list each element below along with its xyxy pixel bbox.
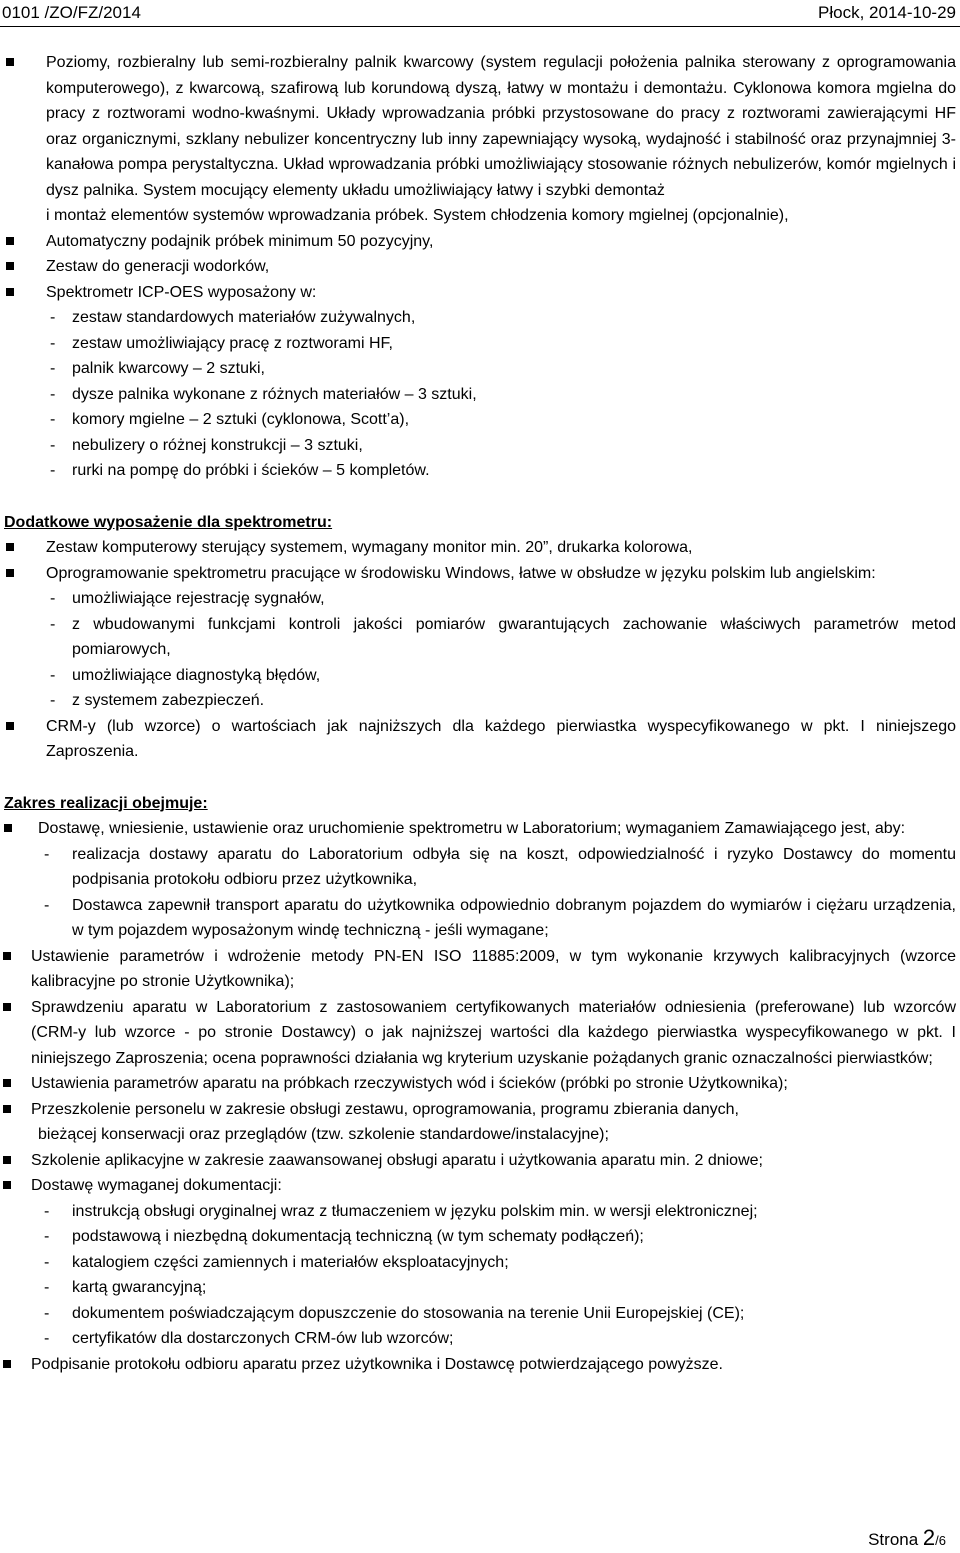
- dash-marker: -: [50, 309, 56, 326]
- sub-item: [0, 331, 956, 357]
- computer-text: Zestaw komputerowy sterujący systemem, wymagany monitor min. 20”, drukarka kolorowa,: [46, 539, 693, 556]
- real-samples-text: Ustawienia parametrów aparatu na próbkach rzeczywistych wód i ścieków (próbki po stronie Użytkownika);: [31, 1075, 788, 1092]
- dash-marker: -: [44, 1279, 50, 1296]
- list-item-computer: [0, 535, 956, 561]
- square-bullet-icon: [3, 1003, 11, 1011]
- sub-item: [0, 612, 956, 663]
- dash-marker: -: [50, 411, 56, 428]
- dash-marker: -: [44, 1330, 50, 1347]
- square-bullet-icon: [3, 1181, 11, 1189]
- sub-item-text: dokumentem poświadczającym dopuszczenie do stosowania na terenie Unii Europejskiej (CE);: [72, 1304, 745, 1322]
- sub-item: [0, 688, 956, 714]
- dash-marker: -: [44, 1304, 50, 1322]
- crm-text: CRM-y (lub wzorce) o wartościach jak najniższych dla każdego pierwiastka wyspecyfikowanego w pkt. I niniejszego Zaproszenia.: [46, 717, 956, 760]
- spectrometer-text: Spektrometr ICP-OES wyposażony w:: [46, 283, 317, 301]
- list-item-delivery: [0, 816, 956, 842]
- list-item-training: [0, 1097, 956, 1148]
- list-item-hydride: [0, 254, 956, 280]
- header-rule: [0, 26, 960, 27]
- sub-item: [0, 407, 956, 433]
- dash-marker: -: [50, 615, 56, 633]
- sub-item-text: umożliwiające rejestrację sygnałów,: [72, 590, 325, 607]
- delivery-text: Dostawę, wniesienie, ustawienie oraz uruchomienie spektrometru w Laboratorium; wymaganiem Zamawiającego jest, aby:: [38, 820, 906, 837]
- document-reference: 0101 /ZO/FZ/2014: [2, 3, 141, 22]
- list-item-torch: [0, 50, 956, 229]
- dash-marker: -: [50, 436, 56, 454]
- sub-item-text: nebulizery o różnej konstrukcji – 3 sztuki,: [72, 436, 363, 454]
- torch-description: Poziomy, rozbieralny lub semi-rozbieralny palnik kwarcowy (system regulacji położenia palnika sterowany z oprogramowania komputerowego), z kwarcową, szafirową lub korundową dyszą, łatwy w montażu i demontażu. Cyklonowa komora mgielna do pracy z roztworami wodno-kwaśnymi. Układy wprowadzania próbki przystosowane do pracy z roztworami zawierającymi HF oraz organicznymi, szklany nebulizer koncentryczny lub inny zapewniający wysoką, wydajność i stabilność oraz przynajmniej 3-kanałowa pompa perystaltyczna. Układ wprowadzania próbki umożliwiający stosowanie różnych nebulizerów, komór mgielnych i dysz palnika. System mocujący elementy układu umożliwiający łatwy i szybki demontaż: [46, 54, 956, 199]
- sub-item: [0, 458, 956, 484]
- list-item-autosampler: [0, 229, 956, 255]
- docs-text: Dostawę wymaganej dokumentacji:: [31, 1177, 282, 1194]
- page-number: 2: [922, 1525, 936, 1550]
- sub-item: [0, 842, 956, 893]
- verify-text: Sprawdzeniu aparatu w Laboratorium z zastosowaniem certyfikowanych materiałów odniesienia (preferowane) lub wzorców (CRM-y lub wzorce - po stronie Dostawcy) o jak najniższej wartości dla każdego pierwiastka wyspecyfikowanego w pkt. I niniejszego Zaproszenia; ocena poprawności działania wg kryterium uzyskanie pożądanych granic oznaczalności pierwiastków;: [31, 998, 956, 1067]
- sub-item: [0, 1199, 956, 1225]
- sub-item: [0, 1326, 956, 1352]
- sub-item: [0, 893, 956, 944]
- autosampler-text: Automatyczny podajnik próbek minimum 50 pozycyjny,: [46, 232, 434, 250]
- method-text: Ustawienie parametrów i wdrożenie metody PN-EN ISO 11885:2009, w tym wykonanie krzywych kalibracyjnych (wzorce kalibracyjne po stronie Użytkownika);: [31, 947, 956, 990]
- dash-marker: -: [50, 666, 56, 684]
- sub-item-text: z systemem zabezpieczeń.: [72, 692, 265, 709]
- hydride-text: Zestaw do generacji wodorków,: [46, 258, 270, 275]
- sub-item-text: rurki na pompę do próbki i ścieków – 5 kompletów.: [72, 462, 430, 479]
- page-header: [0, 0, 960, 25]
- sub-item: [0, 1224, 956, 1250]
- section-heading-additional-equipment: Dodatkowe wyposażenie dla spektrometru:: [4, 513, 333, 531]
- sub-item: [0, 1301, 956, 1327]
- sub-item-text: katalogiem części zamiennych i materiałów eksploatacyjnych;: [72, 1253, 509, 1271]
- list-item-verify: [0, 995, 956, 1072]
- square-bullet-icon: [6, 237, 14, 245]
- place-date: Płock, 2014-10-29: [818, 3, 956, 22]
- torch-description-tail: i montaż elementów systemów wprowadzania próbek. System chłodzenia komory mgielnej (opcjonalnie),: [46, 207, 789, 224]
- sub-item: [0, 433, 956, 459]
- page-label: Strona: [868, 1530, 923, 1549]
- sub-item-text: podstawową i niezbędną dokumentacją techniczną (w tym schematy podłączeń);: [72, 1228, 644, 1245]
- square-bullet-icon: [3, 1156, 11, 1164]
- sub-item: [0, 1250, 956, 1276]
- dash-marker: -: [50, 360, 56, 377]
- list-item-method: [0, 944, 956, 995]
- sub-item: [0, 586, 956, 612]
- document-body: [0, 50, 956, 1377]
- square-bullet-icon: [3, 1360, 11, 1368]
- software-text: Oprogramowanie spektrometru pracujące w środowisku Windows, łatwe w obsłudze w języku polskim lub angielskim:: [46, 564, 876, 582]
- sub-item-text: zestaw standardowych materiałów zużywalnych,: [72, 309, 416, 326]
- dash-marker: -: [50, 590, 56, 607]
- square-bullet-icon: [6, 288, 14, 296]
- sub-item: [0, 382, 956, 408]
- list-item-docs: [0, 1173, 956, 1199]
- square-bullet-icon: [3, 1105, 11, 1113]
- sub-item-text: realizacja dostawy aparatu do Laboratorium odbyła się na koszt, odpowiedzialność i ryzyko Dostawcy do momentu podpisania protokołu odbioru przez użytkownika,: [72, 845, 956, 888]
- app-training-text: Szkolenie aplikacyjne w zakresie zaawansowanej obsługi aparatu i użytkowania aparatu min. 2 dniowe;: [31, 1151, 763, 1169]
- dash-marker: -: [44, 1228, 50, 1245]
- sub-item: [0, 1275, 956, 1301]
- square-bullet-icon: [6, 569, 14, 577]
- list-item-signing: [0, 1352, 956, 1378]
- sub-item-text: certyfikatów dla dostarczonych CRM-ów lub wzorców;: [72, 1330, 454, 1347]
- sub-item-text: instrukcją obsługi oryginalnej wraz z tłumaczeniem w języku polskim min. w wersji elektronicznej;: [72, 1202, 758, 1220]
- dash-marker: -: [50, 385, 56, 403]
- square-bullet-icon: [6, 543, 14, 551]
- dash-marker: -: [50, 334, 56, 352]
- dash-marker: -: [44, 845, 50, 863]
- training-text: Przeszkolenie personelu w zakresie obsługi zestawu, oprogramowania, programu zbierania danych,: [31, 1100, 739, 1118]
- sub-item-text: zestaw umożliwiający pracę z roztworami HF,: [72, 334, 393, 352]
- training-text-cont: bieżącej konserwacji oraz przeglądów (tzw. szkolenie standardowe/instalacyjne);: [38, 1126, 609, 1143]
- square-bullet-icon: [6, 262, 14, 270]
- sub-item: [0, 305, 956, 331]
- dash-marker: -: [44, 896, 50, 914]
- dash-marker: -: [44, 1202, 50, 1220]
- sub-item-text: dysze palnika wykonane z różnych materiałów – 3 sztuki,: [72, 385, 477, 403]
- square-bullet-icon: [4, 824, 12, 832]
- list-item-spectrometer: [0, 280, 956, 306]
- page-footer: [868, 1525, 946, 1553]
- list-item-crm: [0, 714, 956, 765]
- signing-text: Podpisanie protokołu odbioru aparatu przez użytkownika i Dostawcę potwierdzającego powyższe.: [31, 1355, 723, 1373]
- sub-item-text: Dostawca zapewnił transport aparatu do użytkownika odpowiednio dobranym pojazdem do wymiarów i ciężaru urządzenia, w tym pojazdem wyposażonym windę techniczną - jeśli wymagane;: [72, 896, 956, 939]
- sub-item: [0, 663, 956, 689]
- dash-marker: -: [50, 692, 56, 709]
- sub-item-text: kartą gwarancyjną;: [72, 1279, 207, 1296]
- sub-item-text: z wbudowanymi funkcjami kontroli jakości pomiarów gwarantujących zachowanie właściwych parametrów metod pomiarowych,: [72, 615, 956, 658]
- section-heading-scope: Zakres realizacji obejmuje:: [4, 794, 208, 812]
- square-bullet-icon: [6, 722, 14, 730]
- square-bullet-icon: [3, 1079, 11, 1087]
- list-item-real-samples: [0, 1071, 956, 1097]
- sub-item-text: umożliwiające diagnostyką błędów,: [72, 666, 321, 684]
- square-bullet-icon: [6, 58, 14, 66]
- sub-item-text: palnik kwarcowy – 2 sztuki,: [72, 360, 265, 377]
- list-item-software: [0, 561, 956, 587]
- page-total: /6: [935, 1533, 946, 1548]
- sub-item: [0, 356, 956, 382]
- sub-item-text: komory mgielne – 2 sztuki (cyklonowa, Scott’a),: [72, 411, 410, 428]
- dash-marker: -: [44, 1253, 50, 1271]
- list-item-app-training: [0, 1148, 956, 1174]
- dash-marker: -: [50, 462, 56, 479]
- square-bullet-icon: [3, 952, 11, 960]
